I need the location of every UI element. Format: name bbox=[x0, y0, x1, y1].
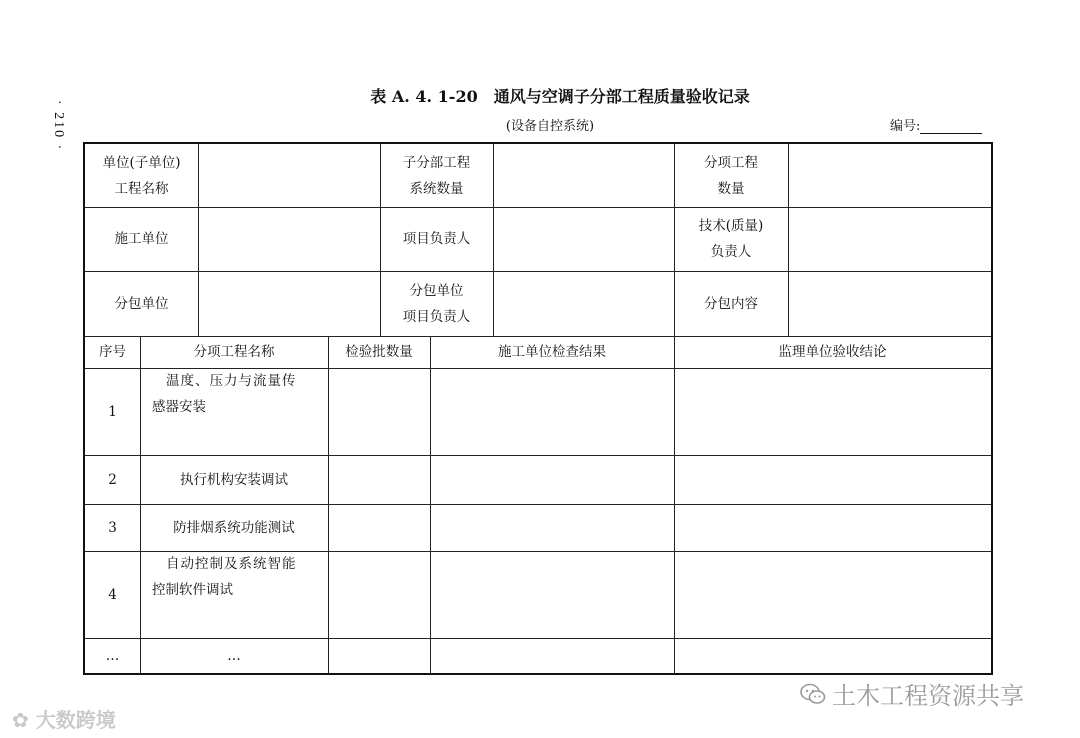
row-batch-count-field[interactable] bbox=[328, 551, 430, 638]
watermark-left-text: 大数跨境 bbox=[35, 708, 116, 732]
row-supervision-conclusion-field[interactable] bbox=[674, 638, 991, 673]
subcontract-manager-field[interactable] bbox=[493, 271, 674, 336]
sub-count-label-line1: 子分部工程 bbox=[402, 154, 471, 171]
watermark-logo-icon: ✿ bbox=[12, 708, 29, 732]
sub-count-label-line2: 系统数量 bbox=[409, 180, 464, 197]
row-no: … bbox=[105, 647, 120, 664]
subcontract-manager-label-line1: 分包单位 bbox=[409, 282, 464, 299]
row-item-name-line2: 感器安装 bbox=[152, 399, 206, 415]
tech-manager-label-line2: 负责人 bbox=[710, 244, 752, 260]
subcontract-content-label: 分包内容 bbox=[704, 295, 758, 312]
row-no: 4 bbox=[108, 586, 117, 603]
header-no: 序号 bbox=[99, 344, 126, 360]
project-manager-field[interactable] bbox=[493, 207, 674, 271]
row-supervision-conclusion-field[interactable] bbox=[674, 551, 991, 638]
construction-unit-field[interactable] bbox=[198, 207, 380, 271]
subcontract-unit-label: 分包单位 bbox=[114, 295, 169, 312]
header-supervision-conclusion: 监理单位验收结论 bbox=[778, 344, 887, 360]
construction-unit-label: 施工单位 bbox=[114, 231, 169, 247]
header-item-name: 分项工程名称 bbox=[193, 344, 275, 360]
item-count-label bbox=[674, 144, 788, 207]
watermark-right bbox=[800, 676, 1024, 711]
header-batch-count: 检验批数量 bbox=[345, 344, 413, 360]
watermark-left bbox=[12, 704, 116, 733]
row-supervision-conclusion-field[interactable] bbox=[674, 504, 991, 551]
table-title: 表 A. 4. 1-20 通风与空调子分部工程质量验收记录 bbox=[370, 87, 750, 106]
row-no: 2 bbox=[108, 471, 117, 488]
row-batch-count-field[interactable] bbox=[328, 638, 430, 673]
acceptance-record-table bbox=[83, 142, 993, 675]
row-batch-count-field[interactable] bbox=[328, 504, 430, 551]
item-count-field[interactable] bbox=[788, 144, 991, 207]
unit-name-field[interactable] bbox=[198, 144, 380, 207]
sub-count-field[interactable] bbox=[493, 144, 674, 207]
row-construction-result-field[interactable] bbox=[430, 504, 674, 551]
subcontract-manager-label-line2: 项目负责人 bbox=[402, 308, 471, 325]
wechat-icon bbox=[800, 683, 826, 705]
tech-manager-label bbox=[674, 207, 788, 271]
code-field bbox=[890, 115, 982, 134]
row-item-name: … bbox=[227, 647, 241, 664]
row-item-name bbox=[140, 551, 328, 638]
sub-count-label bbox=[380, 144, 493, 207]
tech-manager-field[interactable] bbox=[788, 207, 991, 271]
row-item-name: 执行机构安装调试 bbox=[180, 471, 288, 488]
tech-manager-label-line1: 技术(质量) bbox=[698, 218, 764, 234]
watermark-right-text: 土木工程资源共享 bbox=[832, 682, 1024, 710]
row-item-name: 防排烟系统功能测试 bbox=[173, 519, 295, 536]
row-no: 1 bbox=[108, 403, 117, 420]
row-construction-result-field[interactable] bbox=[430, 455, 674, 504]
header-construction-result: 施工单位检查结果 bbox=[498, 344, 606, 360]
row-construction-result-field[interactable] bbox=[430, 638, 674, 673]
row-item-name bbox=[140, 368, 328, 455]
row-no: 3 bbox=[108, 519, 117, 536]
code-blank[interactable] bbox=[920, 119, 982, 134]
project-manager-label: 项目负责人 bbox=[402, 231, 471, 247]
code-label: 编号: bbox=[890, 119, 921, 134]
row-batch-count-field[interactable] bbox=[328, 455, 430, 504]
row-supervision-conclusion-field[interactable] bbox=[674, 455, 991, 504]
item-count-label-line2: 数量 bbox=[717, 180, 745, 197]
subcontract-unit-field[interactable] bbox=[198, 271, 380, 336]
unit-name-label-line2: 工程名称 bbox=[114, 180, 169, 197]
row-item-name-line1: 温度、压力与流量传 bbox=[166, 373, 297, 389]
row-batch-count-field[interactable] bbox=[328, 368, 430, 455]
page-number: · 210 · bbox=[51, 100, 66, 152]
row-construction-result-field[interactable] bbox=[430, 551, 674, 638]
row-item-name-line2: 控制软件调试 bbox=[152, 582, 233, 598]
subcontract-manager-label bbox=[380, 271, 493, 336]
item-count-label-line1: 分项工程 bbox=[704, 154, 758, 171]
table-subtitle: (设备自控系统) bbox=[505, 119, 595, 134]
row-construction-result-field[interactable] bbox=[430, 368, 674, 455]
unit-name-label-line1: 单位(子单位) bbox=[102, 154, 181, 171]
row-item-name-line1: 自动控制及系统智能 bbox=[166, 556, 297, 572]
unit-name-label bbox=[85, 144, 198, 207]
row-supervision-conclusion-field[interactable] bbox=[674, 368, 991, 455]
subcontract-content-field[interactable] bbox=[788, 271, 991, 336]
